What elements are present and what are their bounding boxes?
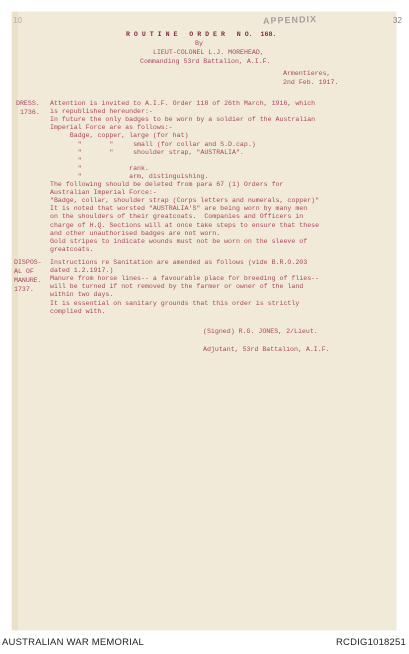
text-line: "Badge, collar, shoulder strap (Corps letters and numerals, copper)" [50, 197, 320, 205]
page-corner-mark: 10 [13, 16, 22, 25]
text-line: It is essential on sanitary grounds that this order is strictly [50, 299, 300, 307]
text-line: on the shoulders of their greatcoats. Companies and Officers in [50, 213, 304, 221]
text-line: In future the only badges to be worn by a soldier of the Australian [50, 116, 316, 124]
text-line: and other unauthorised badges are not worn. [50, 229, 221, 237]
text-line: is republished hereunder:- [50, 108, 153, 116]
folio-number: 32 [393, 16, 402, 25]
order-place: Armentieres, [283, 70, 331, 77]
footer-institution: AUSTRALIAN WAR MEMORIAL [2, 637, 145, 648]
text-line: within two days. [50, 291, 114, 299]
text-line: The following should be deleted from para 67 (1) Orders for [50, 181, 284, 188]
text-line: Badge, copper, large (for hat) [50, 132, 189, 140]
text-line: " " small (for collar and S.D.cap.) [50, 140, 256, 148]
order-date: 2nd Feb. 1917. [283, 79, 339, 86]
text-line: charge of H.Q. Sections will at once take steps to ensure that these [50, 221, 320, 229]
dress-margin-number: 1736. [20, 109, 40, 116]
text-line: will be turned if not removed by the farmer or owner of the land [50, 283, 304, 291]
text-line: " arm, distinguishing. [50, 172, 209, 180]
text-line: It is noted that worsted "AUSTRALIA'S" are being worn by many men [50, 205, 308, 213]
text-line: Instructions re Sanitation are amended as follows (vide B.R.O.203 [50, 259, 308, 266]
text-line: " [50, 156, 82, 164]
text-line: Attention is invited to A.I.F. Order 118 of 26th March, 1916, which [50, 100, 316, 107]
text-line: Australian Imperial Force:- [50, 189, 157, 197]
text-line: " " shoulder strap, "AUSTRALIA". [50, 148, 244, 156]
order-title: R O U T I N E O R D E R N O. 168. [126, 31, 277, 38]
order-command: Commanding 53rd Battalion, A.I.F. [140, 58, 271, 65]
order-by: By [195, 40, 203, 47]
appendix-stamp: APPENDIX [262, 14, 318, 26]
dispos-margin-line2: AL OF [14, 268, 34, 275]
dispos-margin-line1: DISPOS- [14, 259, 42, 266]
order-officer: LIEUT-COLONEL L.J. MOREHEAD, [153, 49, 264, 56]
text-line: Manure from horse lines-- a favourable place for breeding of flies-- [50, 275, 320, 283]
dress-margin-heading: DRESS. [16, 100, 40, 107]
signature-signed: (Signed) R.G. JONES, 2/Lieut. [203, 328, 318, 335]
text-line: " rank. [50, 164, 149, 172]
text-line: Imperial Force are as follows:- [50, 124, 173, 132]
text-line: complied with. [50, 307, 106, 315]
text-line: dated 1.2.1917.) [50, 267, 114, 275]
text-line: Gold stripes to indicate wounds must not be worn on the sleeve of [50, 237, 308, 245]
signature-role: Adjutant, 53rd Battalion, A.I.F. [203, 346, 330, 353]
footer-record-id: RCDIG1018251 [336, 637, 406, 648]
dispos-margin-line4: 1737. [14, 286, 34, 293]
dispos-margin-line3: MANURE. [14, 277, 42, 284]
text-line: greatcoats. [50, 245, 94, 253]
